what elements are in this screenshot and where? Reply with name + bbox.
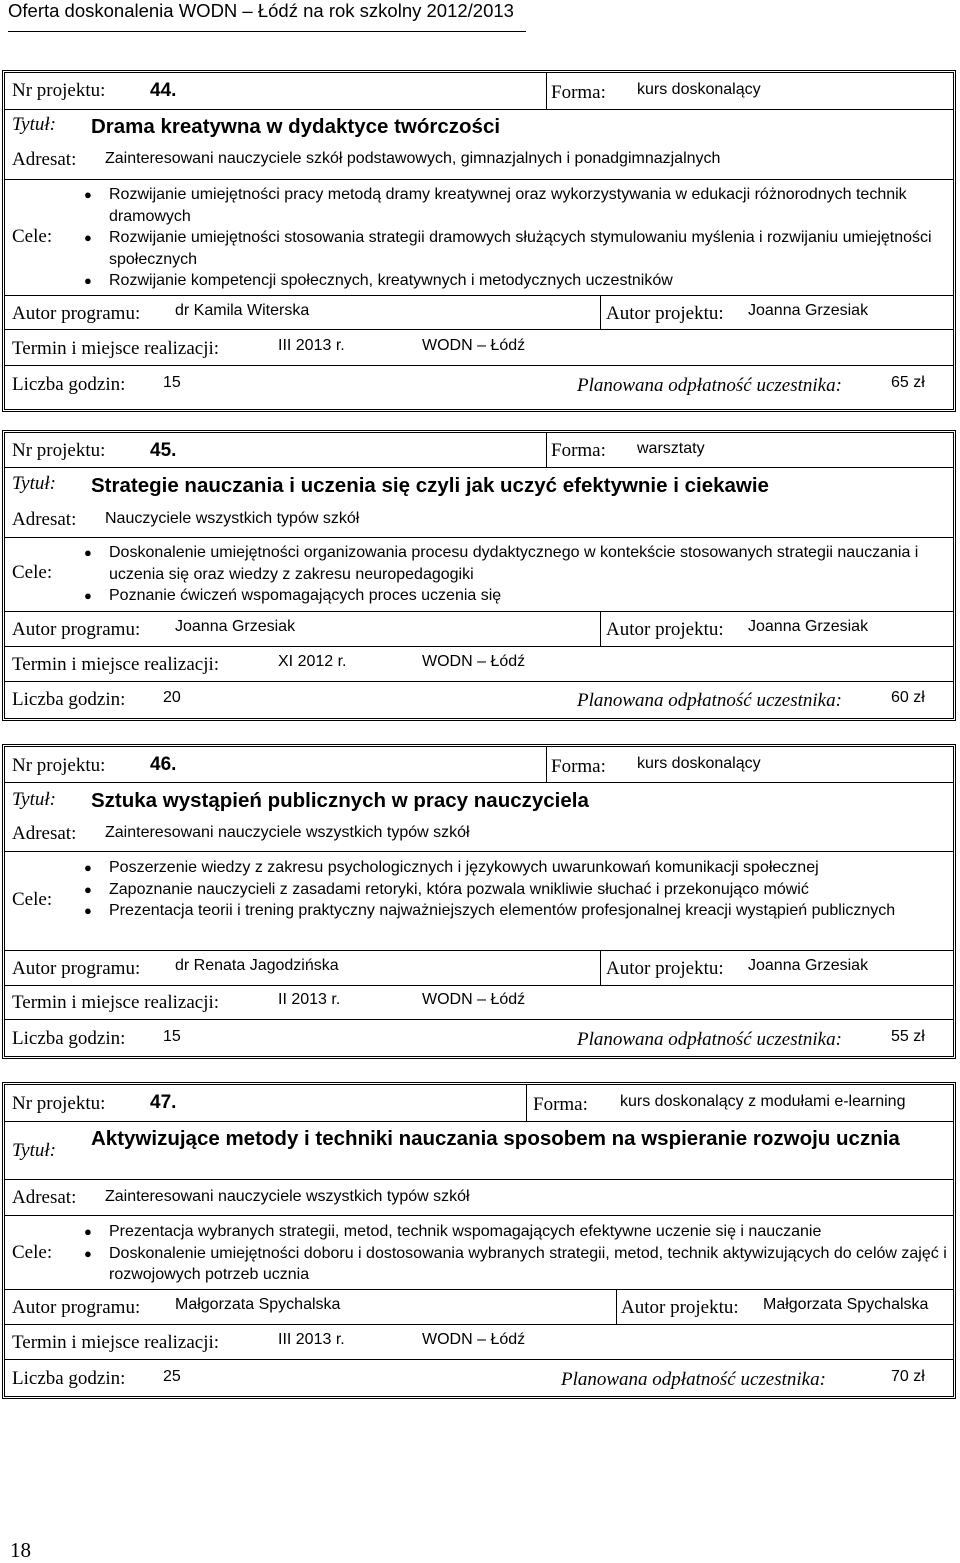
fee-value: 65 zł <box>891 374 925 391</box>
program-author-label: Autor programu: <box>12 958 141 979</box>
schedule-place: WODN – Łódź <box>422 653 526 670</box>
project-title: Drama kreatywna w dydaktyce twórczości <box>91 115 501 138</box>
audience-label: Adresat: <box>12 823 77 844</box>
program-author-label: Autor programu: <box>12 619 141 640</box>
hours-label: Liczba godzin: <box>12 1368 126 1389</box>
audience-value: Nauczyciele wszystkich typów szkół <box>105 510 360 527</box>
form-label: Forma: <box>551 82 606 103</box>
document-header-title: Oferta doskonalenia WODN – Łódź na rok szkolny 2012/2013 <box>8 0 514 21</box>
project-number-label: Nr projektu: <box>12 755 106 776</box>
project-author-value: Małgorzata Spychalska <box>763 1296 929 1313</box>
project-card-45 <box>2 430 956 721</box>
project-author-value: Joanna Grzesiak <box>748 618 869 635</box>
fee-label: Planowana odpłatność uczestnika: <box>577 1029 842 1050</box>
goals-list <box>81 184 947 292</box>
project-number-label: Nr projektu: <box>12 80 106 101</box>
schedule-date: III 2013 r. <box>278 337 345 354</box>
audience-value: Zainteresowani nauczyciele wszystkich typów szkół <box>105 824 470 841</box>
project-title: Strategie nauczania i uczenia się czyli jak uczyć efektywnie i ciekawie <box>91 474 769 497</box>
project-card-47 <box>2 1082 956 1399</box>
goals-label: Cele: <box>12 1242 53 1263</box>
goals-list <box>81 857 947 922</box>
goals-list <box>81 1221 947 1286</box>
program-author-value: dr Kamila Witerska <box>175 302 310 319</box>
schedule-label: Termin i miejsce realizacji: <box>12 1332 220 1353</box>
goal-item: ● Zapoznanie nauczycieli z zasadami retoryki, która pozwala wnikliwie słuchać i przekonująco mówić <box>84 880 809 898</box>
page-number: 18 <box>10 1538 31 1562</box>
project-number: 44. <box>150 80 177 101</box>
goals-label: Cele: <box>12 226 53 247</box>
hours-label: Liczba godzin: <box>12 374 126 395</box>
goal-item: ● Doskonalenie umiejętności organizowania procesu dydaktycznego w kontekście stosowanych strategii nauczania i uczenia się oraz wiedzy z zakresu neuropedagogiki <box>84 544 919 583</box>
header-divider <box>8 31 526 32</box>
form-value: kurs doskonalący <box>637 755 761 772</box>
goal-item: ● Prezentacja wybranych strategii, metod, technik wspomagających efektywne uczenie się i nauczanie <box>84 1223 822 1240</box>
goal-item: ● Poznanie ćwiczeń wspomagających proces uczenia się <box>84 587 502 604</box>
fee-value: 55 zł <box>891 1028 925 1045</box>
project-author-label: Autor projektu: <box>621 1297 739 1318</box>
schedule-place: WODN – Łódź <box>422 1331 526 1348</box>
program-author-value: Joanna Grzesiak <box>175 618 296 635</box>
schedule-label: Termin i miejsce realizacji: <box>12 654 220 675</box>
hours-value: 25 <box>163 1368 181 1385</box>
project-author-value: Joanna Grzesiak <box>748 302 869 319</box>
fee-value: 60 zł <box>891 689 925 706</box>
project-title: Aktywizujące metody i techniki nauczania sposobem na wspieranie rozwoju ucznia <box>91 1127 900 1150</box>
form-value: warsztaty <box>637 440 705 457</box>
form-value: kurs doskonalący <box>637 81 761 98</box>
project-author-label: Autor projektu: <box>606 619 724 640</box>
schedule-place: WODN – Łódź <box>422 991 526 1008</box>
goal-item: ● Prezentacja teorii i trening praktyczny najważniejszych elementów profesjonalnej kreacji wystąpień publicznych <box>84 902 896 919</box>
form-label: Forma: <box>533 1094 588 1115</box>
audience-value: Zainteresowani nauczyciele szkół podstawowych, gimnazjalnych i ponadgimnazjalnych <box>105 150 721 167</box>
project-author-label: Autor projektu: <box>606 958 724 979</box>
goal-item: ● Rozwijanie umiejętności stosowania strategii dramowych służących stymulowaniu myślenia i rozwijaniu umiejętności społecznych <box>84 229 932 268</box>
hours-label: Liczba godzin: <box>12 689 126 710</box>
form-label: Forma: <box>551 440 606 461</box>
goal-item: ● Poszerzenie wiedzy z zakresu psychologicznych i językowych uwarunkowań komunikacji społecznej <box>84 859 819 876</box>
goal-item: ● Rozwijanie umiejętności pracy metodą dramy kreatywnej oraz wykorzystywania w edukacji różnorodnych technik dramowych <box>84 186 907 225</box>
project-number: 47. <box>150 1092 177 1113</box>
project-number: 46. <box>150 754 177 775</box>
hours-value: 15 <box>163 1028 181 1045</box>
title-label: Tytuł: <box>12 114 56 135</box>
title-label: Tytuł: <box>12 789 56 810</box>
schedule-date: III 2013 r. <box>278 1331 345 1348</box>
fee-label: Planowana odpłatność uczestnika: <box>577 690 842 711</box>
goals-label: Cele: <box>12 889 53 910</box>
audience-label: Adresat: <box>12 149 77 170</box>
project-title: Sztuka wystąpień publicznych w pracy nauczyciela <box>91 789 589 812</box>
hours-label: Liczba godzin: <box>12 1028 126 1049</box>
project-card-44 <box>2 70 956 412</box>
program-author-value: dr Renata Jagodzińska <box>175 957 339 974</box>
schedule-place: WODN – Łódź <box>422 337 526 354</box>
fee-label: Planowana odpłatność uczestnika: <box>577 375 842 396</box>
project-card-46 <box>2 744 956 1059</box>
fee-value: 70 zł <box>891 1368 925 1385</box>
audience-value: Zainteresowani nauczyciele wszystkich typów szkół <box>105 1188 470 1205</box>
project-number-label: Nr projektu: <box>12 440 106 461</box>
title-label: Tytuł: <box>12 473 56 494</box>
program-author-label: Autor programu: <box>12 303 141 324</box>
schedule-label: Termin i miejsce realizacji: <box>12 992 220 1013</box>
audience-label: Adresat: <box>12 509 77 530</box>
schedule-date: II 2013 r. <box>278 991 341 1008</box>
fee-label: Planowana odpłatność uczestnika: <box>561 1369 826 1390</box>
program-author-value: Małgorzata Spychalska <box>175 1296 341 1313</box>
form-label: Forma: <box>551 756 606 777</box>
audience-label: Adresat: <box>12 1187 77 1208</box>
project-number-label: Nr projektu: <box>12 1093 106 1114</box>
goal-item: ● Doskonalenie umiejętności doboru i dostosowania wybranych strategii, metod, technik aktywizujących do celów zajęć i rozwojowych potrzeb ucznia <box>84 1244 947 1283</box>
schedule-date: XI 2012 r. <box>278 653 347 670</box>
goals-list <box>81 542 947 607</box>
title-label: Tytuł: <box>12 1140 56 1161</box>
form-value: kurs doskonalący z modułami e-learning <box>620 1093 906 1110</box>
program-author-label: Autor programu: <box>12 1297 141 1318</box>
project-number: 45. <box>150 440 177 461</box>
hours-value: 15 <box>163 374 181 391</box>
project-author-value: Joanna Grzesiak <box>748 957 869 974</box>
project-author-label: Autor projektu: <box>606 303 724 324</box>
goal-item: ● Rozwijanie kompetencji społecznych, kreatywnych i metodycznych uczestników <box>84 272 673 289</box>
hours-value: 20 <box>163 689 181 706</box>
schedule-label: Termin i miejsce realizacji: <box>12 338 220 359</box>
goals-label: Cele: <box>12 562 53 583</box>
